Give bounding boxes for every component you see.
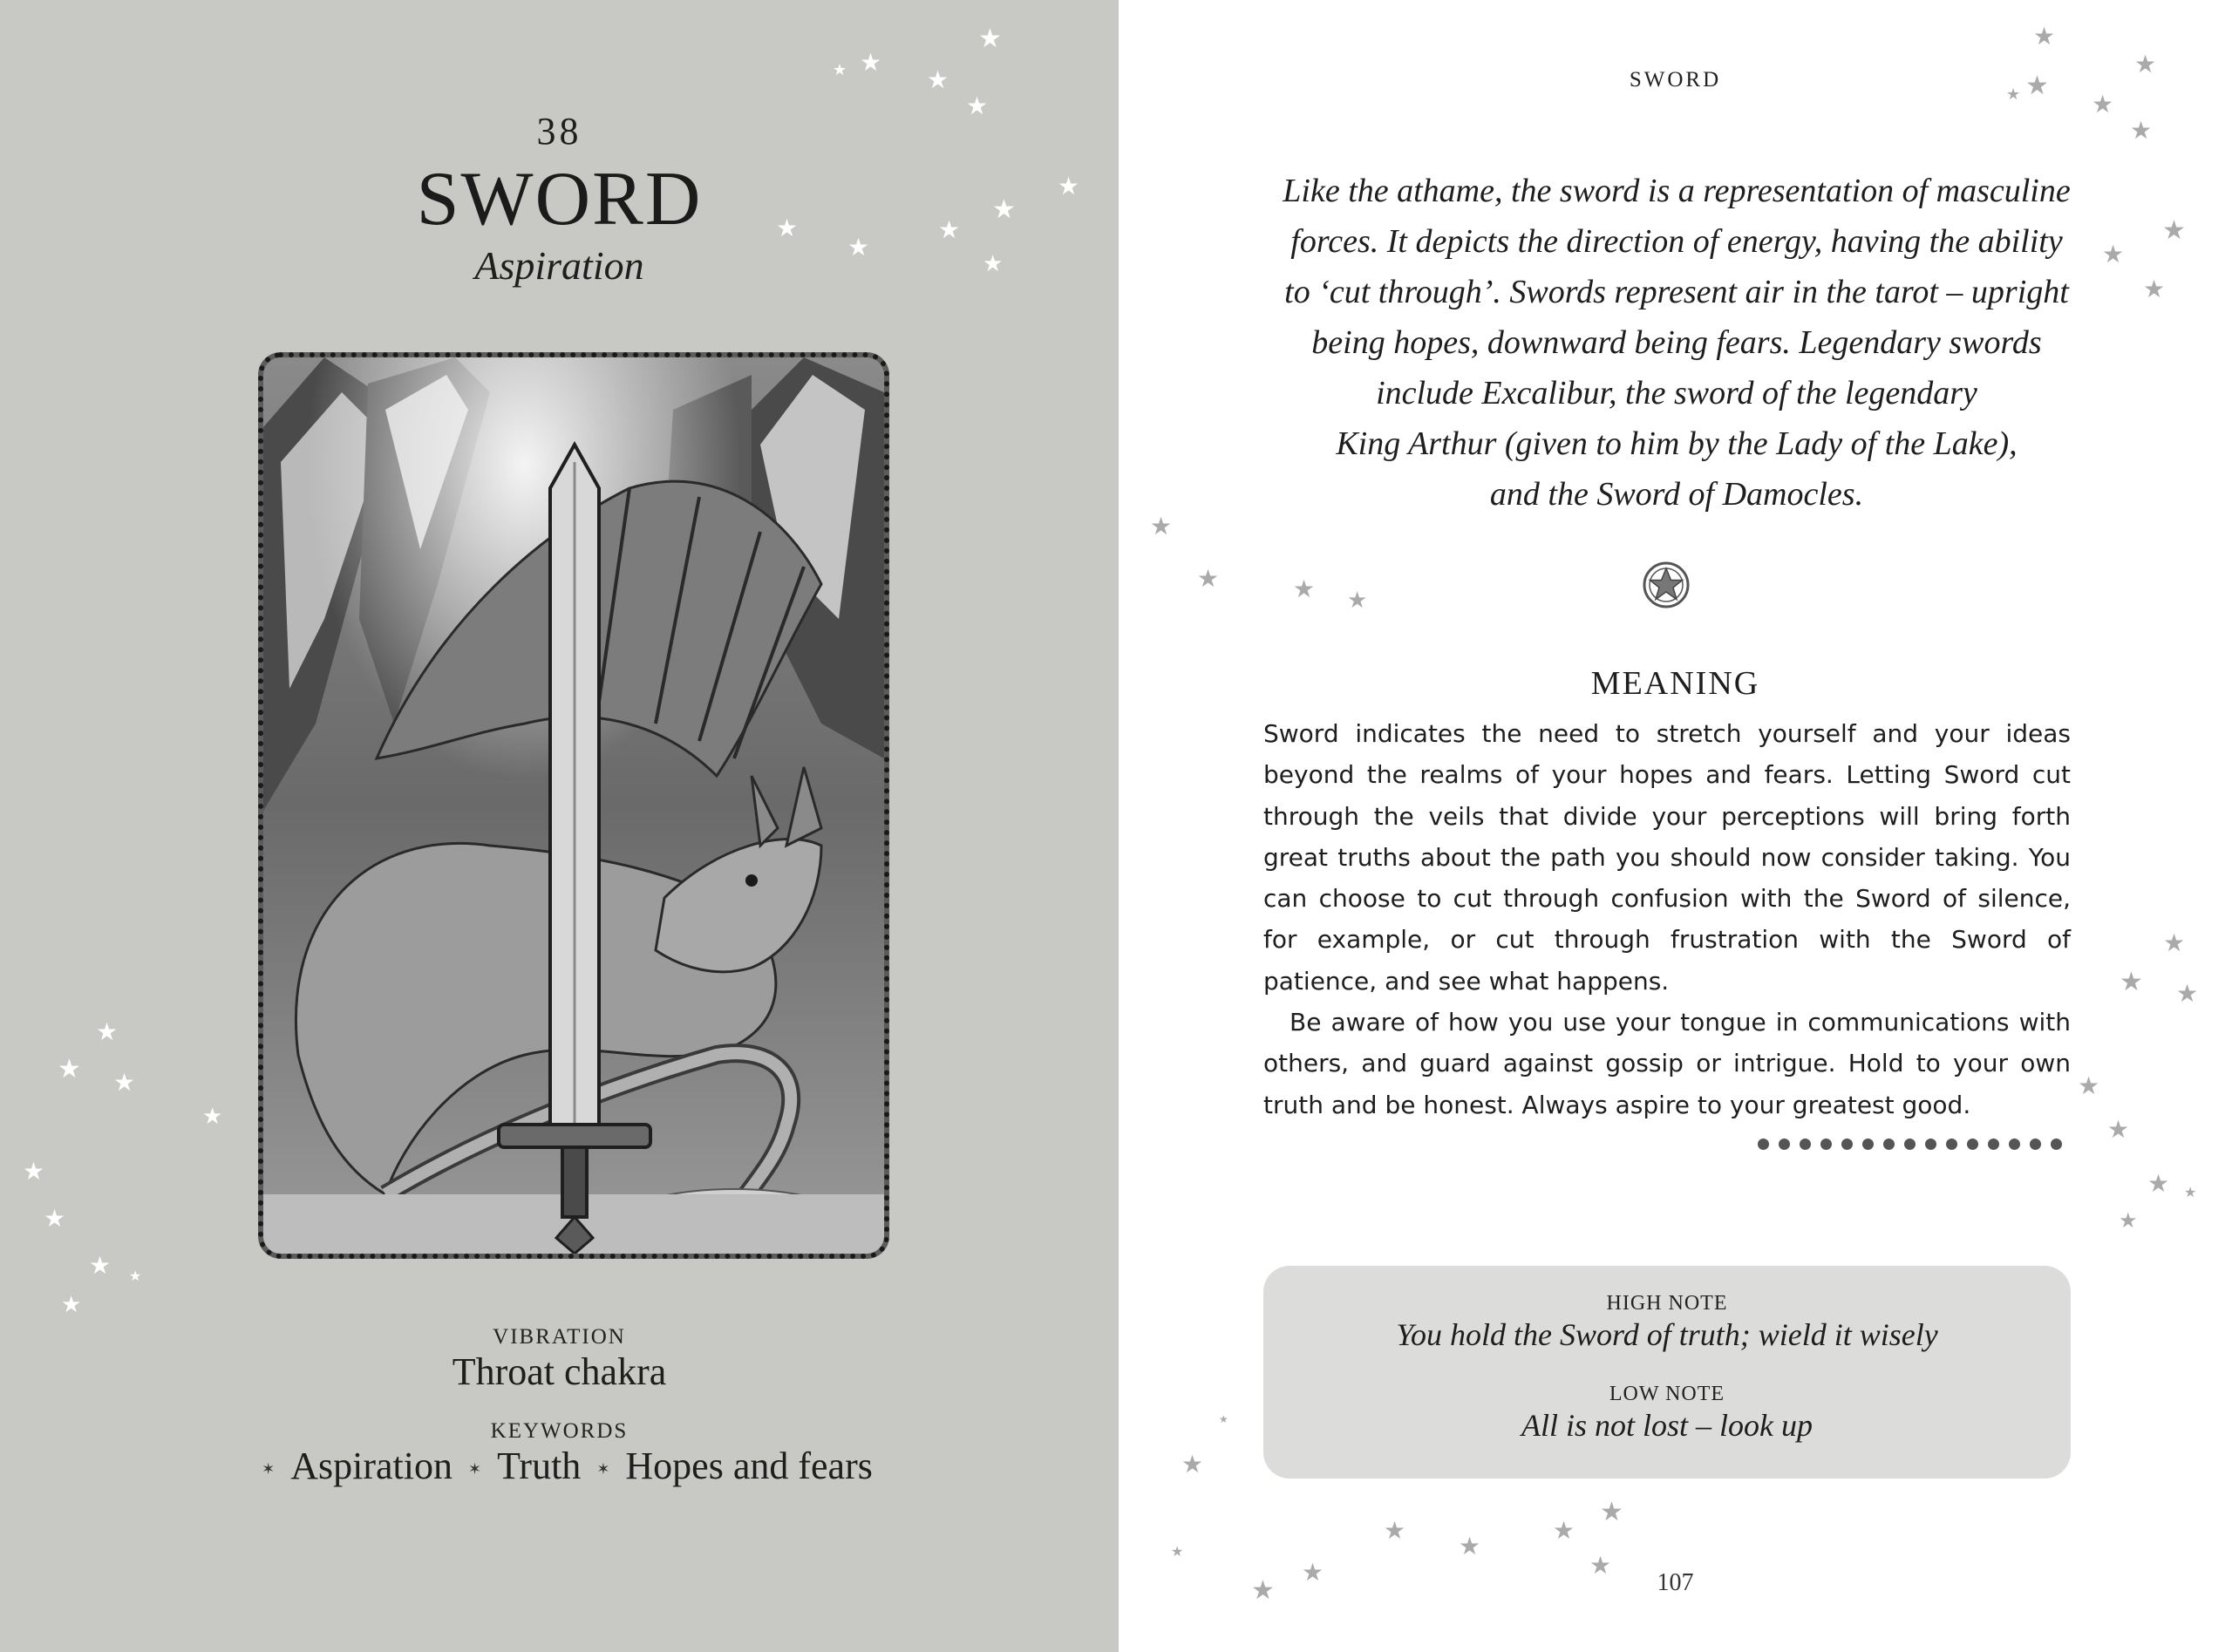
divider-dot	[1862, 1139, 1874, 1150]
high-note-text: You hold the Sword of truth; wield it wisely	[1396, 1317, 1938, 1352]
star-icon: ★	[1302, 1558, 1324, 1587]
card-title: SWORD	[416, 157, 703, 241]
keywords-label: KEYWORDS	[490, 1419, 629, 1443]
star-icon: ★	[1600, 1497, 1623, 1527]
star-icon: ★	[1589, 1551, 1612, 1580]
star-icon: ★	[1058, 172, 1080, 201]
intro-line: Like the athame, the sword is a representation of masculine	[1283, 173, 2071, 209]
divider-dot	[1925, 1139, 1936, 1150]
star-icon: ★	[96, 1017, 119, 1046]
divider-dot	[1904, 1139, 1916, 1150]
divider-dot	[1988, 1139, 1999, 1150]
keyword-item: Truth	[497, 1445, 582, 1487]
star-icon: ★	[2163, 928, 2186, 957]
keyword-separator-icon: ✶	[596, 1460, 610, 1479]
card-subtitle: Aspiration	[474, 243, 644, 288]
star-icon: ★	[2120, 967, 2143, 997]
star-icon: ★	[1197, 564, 1220, 593]
pentacle-icon	[1641, 560, 1691, 610]
star-icon: ★	[113, 1068, 136, 1097]
divider-dot	[1820, 1139, 1832, 1150]
divider-dot	[1758, 1139, 1769, 1150]
star-icon: ★	[61, 1292, 82, 1318]
high-note-label: HIGH NOTE	[1606, 1292, 1728, 1315]
star-icon: ★	[2078, 1071, 2100, 1100]
star-icon: ★	[847, 233, 870, 262]
meaning-heading: MEANING	[1590, 665, 1760, 702]
star-icon: ★	[2102, 240, 2125, 269]
star-icon: ★	[1181, 1450, 1204, 1479]
vibration-value: Throat chakra	[452, 1350, 667, 1393]
star-icon: ★	[44, 1204, 66, 1233]
star-icon: ★	[23, 1157, 45, 1186]
star-icon: ★	[938, 215, 961, 244]
low-note-label: LOW NOTE	[1609, 1383, 1725, 1405]
divider-dot	[2009, 1139, 2020, 1150]
star-icon: ★	[833, 61, 847, 79]
star-icon: ★	[2130, 116, 2153, 145]
star-icon: ★	[860, 48, 882, 77]
notes-box	[1263, 1266, 2071, 1479]
intro-line: and the Sword of Damocles.	[1489, 476, 1864, 513]
star-icon: ★	[1219, 1413, 1228, 1425]
card-illustration	[258, 352, 889, 1259]
star-icon: ★	[2134, 50, 2157, 78]
star-icon: ★	[2033, 22, 2056, 51]
star-icon: ★	[1171, 1543, 1184, 1560]
sword-dragon-illustration	[263, 357, 884, 1254]
intro-line: King Arthur (given to him by the Lady of the Lake),	[1336, 425, 2018, 462]
divider-dot	[1946, 1139, 1957, 1150]
star-icon: ★	[58, 1054, 81, 1084]
star-icon: ★	[1293, 574, 1316, 603]
star-icon: ★	[1553, 1516, 1575, 1545]
star-icon: ★	[2025, 71, 2049, 101]
meaning-body	[1263, 713, 2071, 1125]
keyword-separator-icon: ✶	[262, 1460, 276, 1479]
star-icon: ★	[2176, 979, 2199, 1008]
card-number: 38	[536, 110, 582, 153]
star-icon: ★	[1150, 512, 1173, 540]
divider-dot	[1883, 1139, 1895, 1150]
keyword-item: Hopes and fears	[625, 1445, 873, 1487]
star-icon: ★	[983, 251, 1004, 277]
intro-line: include Excalibur, the sword of the legendary	[1376, 375, 1977, 411]
keyword-separator-icon: ✶	[468, 1460, 482, 1479]
right-page	[1119, 0, 2232, 1652]
meaning-paragraph: Sword indicates the need to stretch yourself and your ideas beyond the realms of your hopes and fears. Letting Sword cut through the veils that divide your perceptions will bring forth great truths about the path you should now consider taking. You can choose to cut through confusion with the Sword of silence, for example, or cut through frustration with the Sword of patience, and see what happens.	[1263, 719, 2071, 996]
divider-dot	[2051, 1139, 2062, 1150]
star-icon: ★	[2107, 1115, 2130, 1144]
star-icon: ★	[927, 65, 949, 94]
meaning-paragraph: Be aware of how you use your tongue in communications with others, and guard against gossip or intrigue. Hold to your own truth and be honest. Always aspire to your greatest good.	[1263, 1008, 2071, 1119]
page-number: 107	[1657, 1569, 1694, 1596]
star-icon: ★	[2184, 1184, 2197, 1200]
intro-line: being hopes, downward being fears. Legendary swords	[1311, 324, 2042, 361]
divider-dot	[2030, 1139, 2041, 1150]
running-head: SWORD	[1629, 68, 1722, 92]
star-icon: ★	[776, 214, 799, 242]
intro-paragraph	[1241, 166, 2113, 520]
low-note-text: All is not lost – look up	[1521, 1408, 1813, 1443]
star-icon: ★	[966, 92, 989, 120]
star-icon: ★	[2006, 85, 2021, 104]
star-icon: ★	[992, 194, 1016, 225]
star-icon: ★	[89, 1251, 112, 1280]
keywords-list	[0, 1444, 1119, 1488]
star-icon: ★	[2143, 275, 2166, 303]
star-icon: ★	[2119, 1208, 2138, 1233]
vibration-label: VIBRATION	[493, 1325, 626, 1349]
divider-dot	[1967, 1139, 1978, 1150]
intro-line: forces. It depicts the direction of energy, having the ability	[1290, 223, 2063, 260]
star-icon: ★	[2092, 90, 2114, 119]
intro-line: to ‘cut through’. Swords represent air in the tarot – upright	[1284, 274, 2069, 310]
star-icon: ★	[2147, 1169, 2170, 1198]
divider-dot	[1800, 1139, 1811, 1150]
star-icon: ★	[202, 1104, 223, 1130]
star-icon: ★	[2162, 215, 2186, 246]
star-icon: ★	[1459, 1532, 1481, 1560]
keyword-item: Aspiration	[290, 1445, 453, 1487]
star-icon: ★	[1251, 1575, 1275, 1606]
star-icon: ★	[978, 24, 1002, 54]
divider-dot	[1841, 1139, 1853, 1150]
star-icon: ★	[1347, 588, 1368, 614]
star-icon: ★	[129, 1268, 142, 1284]
star-icon: ★	[1384, 1516, 1406, 1545]
dotted-divider	[1758, 1139, 2063, 1156]
divider-dot	[1779, 1139, 1790, 1150]
